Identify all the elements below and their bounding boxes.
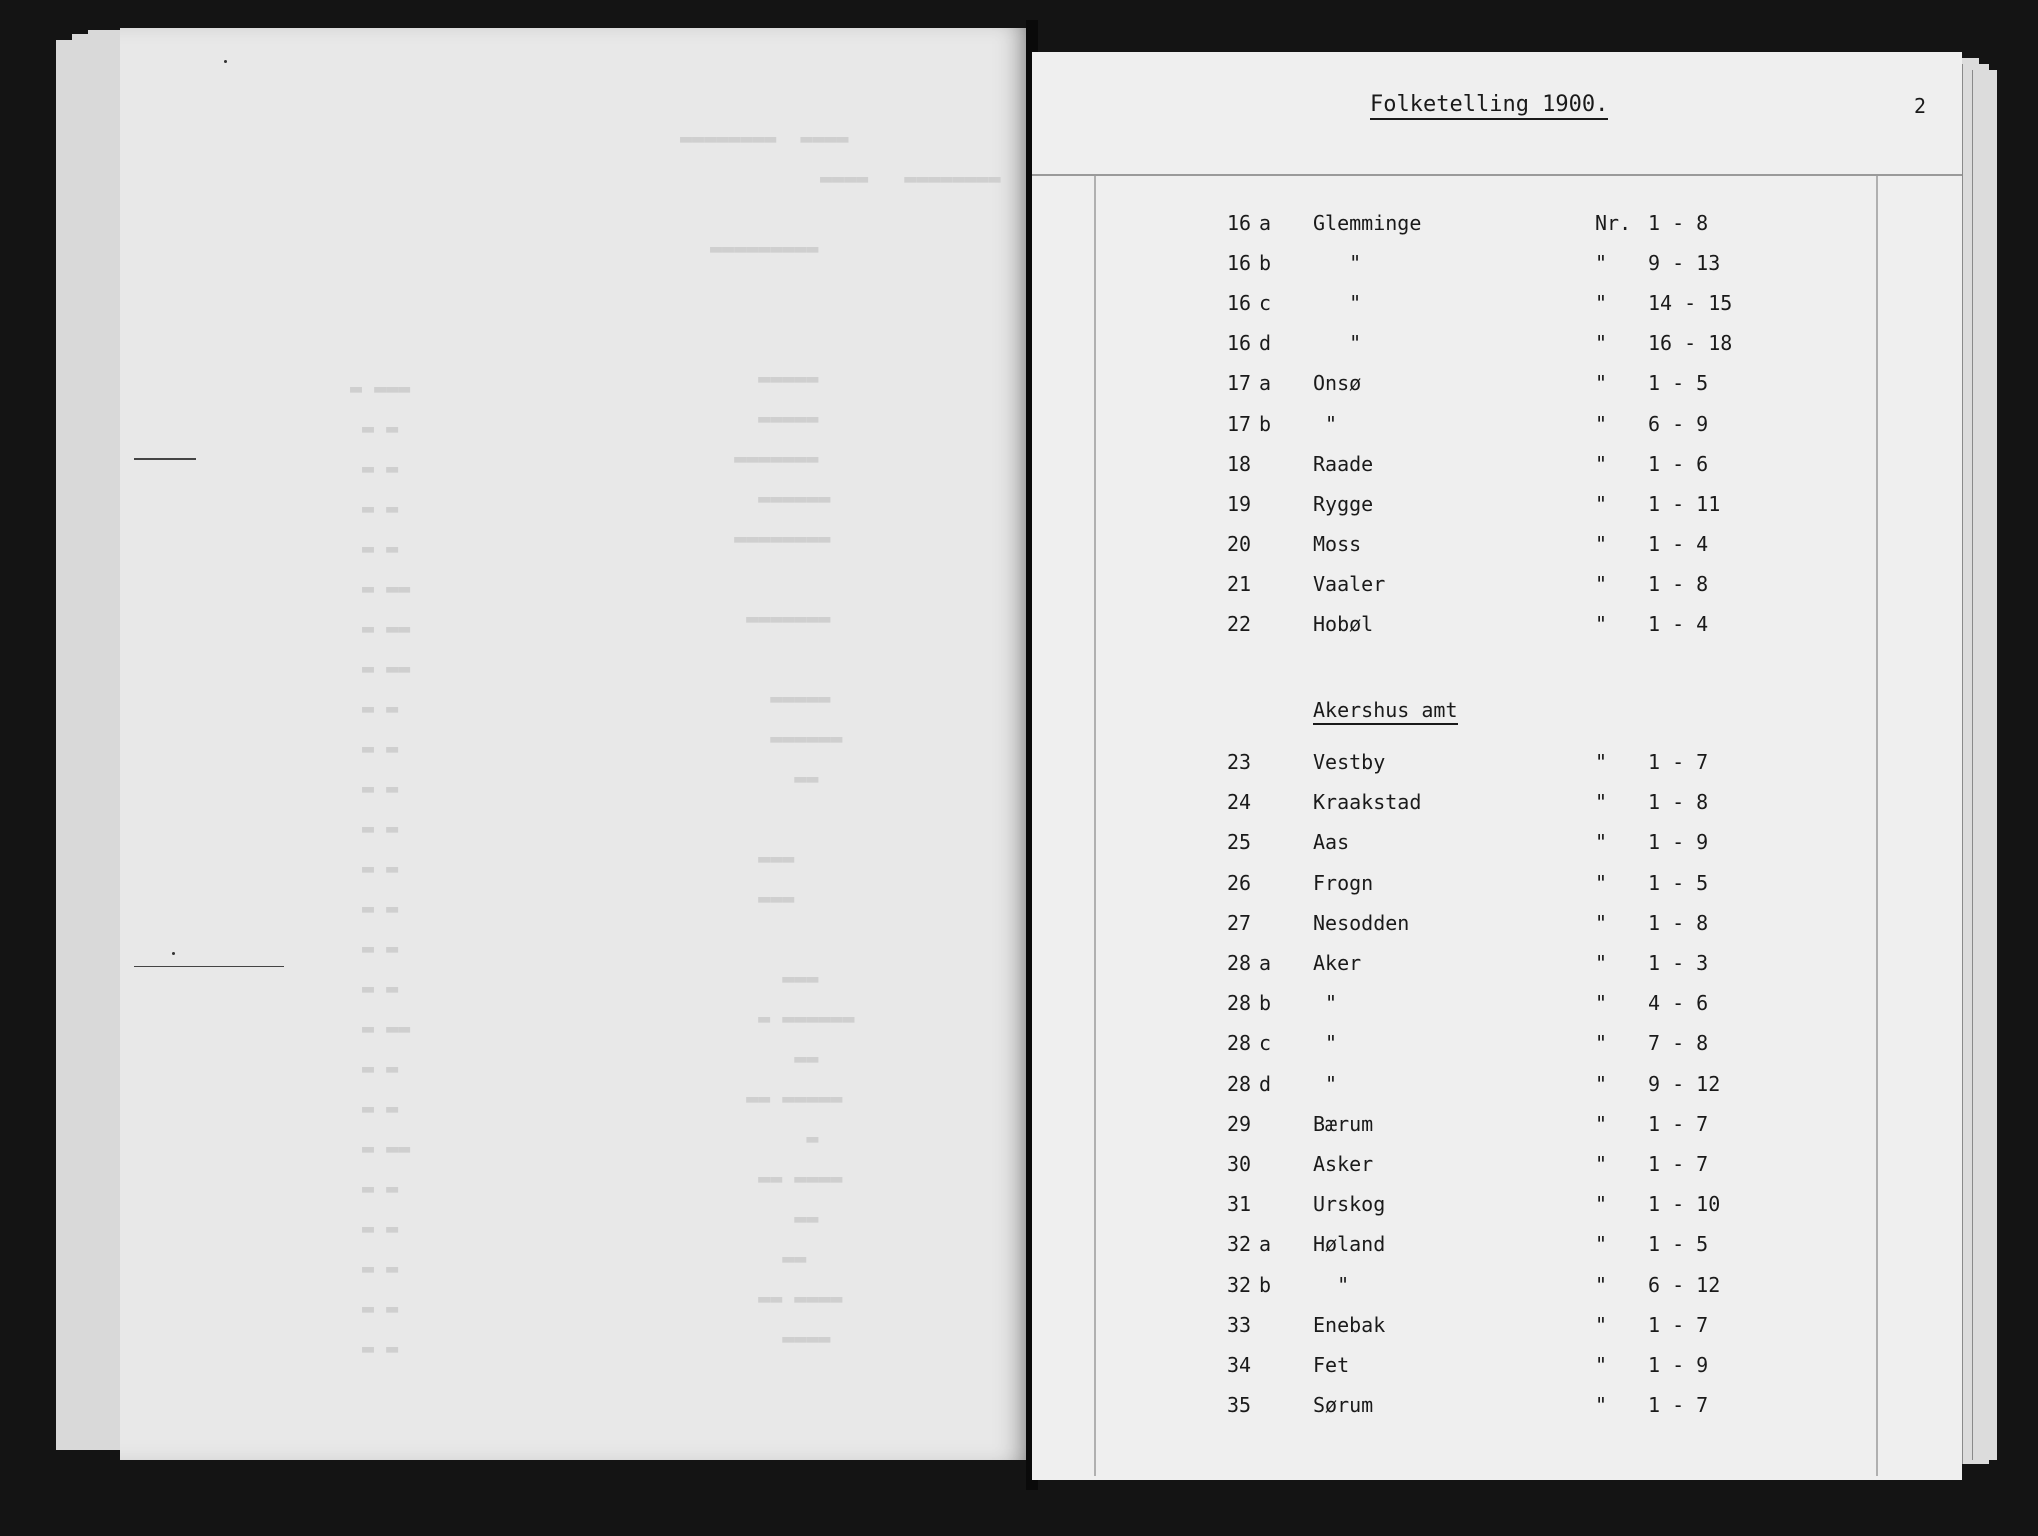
entry-number: 26	[1227, 870, 1252, 895]
entry-number: 27	[1227, 910, 1252, 935]
entry-number: 16	[1227, 291, 1252, 316]
entry-name: Frogn	[1313, 870, 1374, 895]
entry-range: 1 - 7	[1648, 1393, 1709, 1418]
register-row	[1032, 251, 1962, 283]
entry-nr-label: "	[1595, 491, 1608, 516]
entry-range: 1 - 7	[1648, 1152, 1709, 1176]
entry-nr-label: "	[1595, 1192, 1608, 1217]
left-page	[120, 28, 1026, 1460]
entry-name: "	[1313, 331, 1362, 356]
entry-range: 1 - 8	[1648, 211, 1709, 235]
entry-nr-label: "	[1595, 1312, 1608, 1337]
register-row	[1032, 1031, 1962, 1063]
entry-sub: b	[1259, 991, 1272, 1016]
entry-name: Kraakstad	[1313, 790, 1422, 815]
entry-range: 1 - 7	[1648, 1111, 1709, 1136]
register-row	[1032, 452, 1962, 484]
entry-name: "	[1313, 291, 1362, 316]
register-row	[1032, 572, 1962, 604]
entry-number: 28	[1227, 1071, 1252, 1096]
entry-sub: b	[1259, 411, 1272, 436]
entry-number: 30	[1227, 1152, 1252, 1176]
entry-number: 35	[1227, 1393, 1252, 1418]
entry-range: 1 - 11	[1648, 491, 1721, 516]
entry-range: 1 - 5	[1648, 1232, 1709, 1257]
entry-number: 33	[1227, 1312, 1252, 1337]
entry-number: 32	[1227, 1232, 1252, 1257]
entry-number: 32	[1227, 1272, 1252, 1297]
register-row	[1032, 612, 1962, 644]
entry-range: 1 - 8	[1648, 571, 1709, 596]
entry-nr-label: "	[1595, 371, 1608, 396]
entry-nr-label: "	[1595, 830, 1608, 855]
entry-number: 28	[1227, 951, 1252, 975]
entry-range: 1 - 4	[1648, 531, 1709, 556]
entry-name: Onsø	[1313, 371, 1362, 396]
entry-number: 16	[1227, 251, 1252, 276]
bleed-through-text: ▬ ▬▬▬ ▬ ▬ ▬ ▬ ▬ ▬ ▬ ▬ ▬ ▬▬ ▬ ▬▬ ▬ ▬▬ ▬ ▬ ▬ ▬ ▬ ▬ ▬ ▬ ▬ ▬ ▬ ▬ ▬ ▬ ▬ ▬ ▬ ▬▬ ▬ ▬ ▬ ▬ ▬ ▬▬ ▬ ▬ ▬ ▬ ▬ ▬ ▬ ▬ ▬ ▬	[350, 376, 411, 1360]
register-row	[1032, 951, 1962, 983]
entry-number: 28	[1227, 991, 1252, 1016]
entry-range: 4 - 6	[1648, 991, 1709, 1016]
entry-number: 24	[1227, 790, 1252, 815]
entry-name: "	[1313, 1071, 1338, 1096]
margin-dot	[172, 952, 175, 955]
register-row	[1032, 291, 1962, 323]
register-row	[1032, 1112, 1962, 1144]
entry-name: Sørum	[1313, 1393, 1374, 1418]
entry-nr-label: "	[1595, 750, 1608, 774]
register-row	[1032, 1313, 1962, 1345]
register-row	[1032, 1393, 1962, 1425]
entry-nr-label: "	[1595, 1031, 1608, 1056]
entry-range: 1 - 5	[1648, 870, 1709, 895]
entry-range: 6 - 9	[1648, 411, 1709, 436]
entry-nr-label: "	[1595, 291, 1608, 316]
entry-nr-label: "	[1595, 910, 1608, 935]
entry-range: 1 - 7	[1648, 750, 1709, 774]
right-page	[1032, 52, 1962, 1480]
entry-nr-label: "	[1595, 1111, 1608, 1136]
entry-number: 20	[1227, 531, 1252, 556]
entry-number: 34	[1227, 1353, 1252, 1377]
entry-nr-label: "	[1595, 870, 1608, 895]
entry-nr-label: Nr.	[1595, 211, 1632, 235]
bleed-through-text: ▬▬▬▬▬▬▬▬▬	[710, 236, 819, 260]
entry-name: Enebak	[1313, 1312, 1386, 1337]
entry-number: 22	[1227, 612, 1252, 636]
entry-name: Aker	[1313, 951, 1362, 975]
entry-number: 17	[1227, 371, 1252, 396]
entry-number: 28	[1227, 1031, 1252, 1056]
entry-name: "	[1313, 991, 1338, 1016]
entry-nr-label: "	[1595, 1272, 1608, 1297]
register-row	[1032, 830, 1962, 862]
entry-sub: d	[1259, 331, 1272, 356]
page-number: 2	[1914, 94, 1927, 118]
entry-number: 17	[1227, 411, 1252, 436]
register-row	[1032, 911, 1962, 943]
entry-range: 7 - 8	[1648, 1031, 1709, 1056]
register-row	[1032, 211, 1962, 243]
entry-range: 1 - 9	[1648, 830, 1709, 855]
entry-nr-label: "	[1595, 790, 1608, 815]
entry-range: 9 - 13	[1648, 251, 1721, 276]
margin-dot	[224, 60, 227, 63]
bleed-through-text: ▬▬▬▬▬ ▬▬▬▬▬ ▬▬▬▬▬▬▬ ▬▬▬▬▬▬ ▬▬▬▬▬▬▬▬ ▬▬▬▬▬▬▬ ▬▬▬▬▬ ▬▬▬▬▬▬ ▬▬ ▬▬▬ ▬▬▬ ▬▬▬ ▬ ▬▬▬▬▬▬ ▬▬ ▬▬ ▬▬▬▬▬ ▬ ▬▬ ▬▬▬▬ ▬▬ ▬▬ ▬▬ ▬▬▬▬ ▬▬▬▬	[734, 366, 855, 1350]
register-row	[1032, 790, 1962, 822]
entry-range: 16 - 18	[1648, 331, 1733, 356]
entry-nr-label: "	[1595, 411, 1608, 436]
entry-number: 16	[1227, 331, 1252, 356]
entry-number: 21	[1227, 571, 1252, 596]
entry-nr-label: "	[1595, 571, 1608, 596]
entry-range: 1 - 3	[1648, 951, 1709, 975]
register-row	[1032, 1353, 1962, 1385]
entry-name: Aas	[1313, 830, 1350, 855]
entry-name: Raade	[1313, 451, 1374, 476]
entry-nr-label: "	[1595, 1232, 1608, 1257]
entry-nr-label: "	[1595, 1353, 1608, 1377]
page-header	[1032, 52, 1962, 176]
register-row	[1032, 1232, 1962, 1264]
entry-number: 19	[1227, 491, 1252, 516]
entry-nr-label: "	[1595, 1393, 1608, 1418]
entry-range: 1 - 7	[1648, 1312, 1709, 1337]
entry-range: 9 - 12	[1648, 1071, 1721, 1096]
entry-name: Moss	[1313, 531, 1362, 556]
entry-name: Nesodden	[1313, 910, 1410, 935]
entry-nr-label: "	[1595, 1071, 1608, 1096]
entry-nr-label: "	[1595, 991, 1608, 1016]
right-page-edge	[1972, 70, 1997, 1460]
entry-sub: a	[1259, 951, 1272, 975]
entry-nr-label: "	[1595, 251, 1608, 276]
entry-name: Bærum	[1313, 1111, 1374, 1136]
entry-sub: a	[1259, 371, 1272, 396]
entry-name: Høland	[1313, 1232, 1386, 1257]
register-row	[1032, 1152, 1962, 1184]
entry-range: 1 - 8	[1648, 790, 1709, 815]
register-row	[1032, 871, 1962, 903]
entry-number: 31	[1227, 1192, 1252, 1217]
entry-name: Urskog	[1313, 1192, 1386, 1217]
register-row	[1032, 331, 1962, 363]
entry-sub: d	[1259, 1071, 1272, 1096]
register-row	[1032, 1072, 1962, 1104]
entry-range: 1 - 9	[1648, 1353, 1709, 1377]
register-row	[1032, 1192, 1962, 1224]
section-heading: Akershus amt	[1313, 698, 1458, 725]
entry-nr-label: "	[1595, 1152, 1608, 1176]
entry-range: 1 - 8	[1648, 910, 1709, 935]
entry-nr-label: "	[1595, 951, 1608, 975]
margin-mark	[134, 458, 196, 460]
entry-range: 1 - 6	[1648, 451, 1709, 476]
entry-name: Fet	[1313, 1353, 1350, 1377]
register-row	[1032, 412, 1962, 444]
entry-nr-label: "	[1595, 331, 1608, 356]
register-row	[1032, 371, 1962, 403]
entry-nr-label: "	[1595, 612, 1608, 636]
page-title: Folketelling 1900.	[1370, 92, 1608, 120]
entry-range: 6 - 12	[1648, 1272, 1721, 1297]
entry-range: 1 - 10	[1648, 1192, 1721, 1217]
entry-number: 25	[1227, 830, 1252, 855]
entry-name: Asker	[1313, 1152, 1374, 1176]
entry-sub: c	[1259, 291, 1272, 316]
entry-name: Rygge	[1313, 491, 1374, 516]
register-row	[1032, 1273, 1962, 1305]
entry-name: Vaaler	[1313, 571, 1386, 596]
entry-number: 16	[1227, 211, 1252, 235]
entry-number: 18	[1227, 451, 1252, 476]
register-row	[1032, 492, 1962, 524]
bleed-through-text: ▬▬▬▬▬▬▬▬ ▬▬▬▬	[680, 126, 849, 150]
register-row	[1032, 532, 1962, 564]
entry-name: Vestby	[1313, 750, 1386, 774]
entry-name: Hobøl	[1313, 612, 1374, 636]
register-row	[1032, 750, 1962, 782]
entry-sub: c	[1259, 1031, 1272, 1056]
entry-range: 1 - 5	[1648, 371, 1709, 396]
entry-sub: a	[1259, 211, 1272, 235]
entry-nr-label: "	[1595, 531, 1608, 556]
entry-nr-label: "	[1595, 451, 1608, 476]
register-row	[1032, 991, 1962, 1023]
entry-sub: b	[1259, 251, 1272, 276]
entry-sub: a	[1259, 1232, 1272, 1257]
entry-name: "	[1313, 1031, 1338, 1056]
bleed-through-text: ▬▬▬▬ ▬▬▬▬▬▬▬▬	[820, 166, 1001, 190]
entry-number: 23	[1227, 750, 1252, 774]
entry-name: Glemminge	[1313, 211, 1422, 235]
entry-name: "	[1313, 411, 1338, 436]
margin-mark	[134, 966, 284, 967]
entry-sub: b	[1259, 1272, 1272, 1297]
entry-number: 29	[1227, 1111, 1252, 1136]
entry-name: "	[1313, 1272, 1350, 1297]
entry-name: "	[1313, 251, 1362, 276]
entry-range: 1 - 4	[1648, 612, 1709, 636]
entry-range: 14 - 15	[1648, 291, 1733, 316]
